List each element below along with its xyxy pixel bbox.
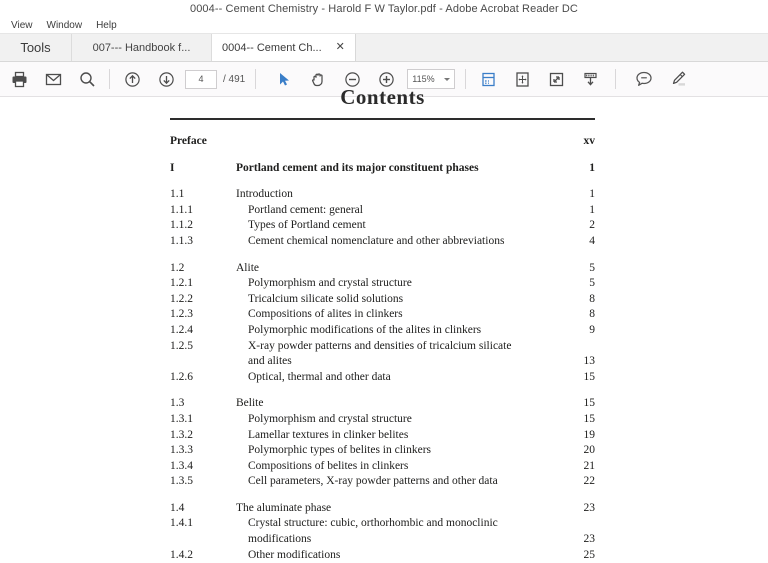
toc-row-page: xv bbox=[583, 135, 595, 147]
comment-icon[interactable] bbox=[627, 62, 661, 96]
print-icon[interactable] bbox=[2, 62, 36, 96]
toc-row-number: 1.1.3 bbox=[170, 234, 193, 247]
toc-row-page: 20 bbox=[583, 444, 595, 457]
zoom-level-value: 115% bbox=[412, 74, 435, 84]
toc-row-title: Other modifications bbox=[248, 548, 341, 561]
tab-cement-chemistry-label: 0004-- Cement Ch... bbox=[222, 41, 322, 54]
toc-row-page: 9 bbox=[589, 323, 595, 336]
close-icon[interactable]: ✕ bbox=[335, 41, 345, 53]
toc-row bbox=[170, 134, 595, 150]
toc-row bbox=[170, 516, 595, 532]
toc-row-number: 1.2.4 bbox=[170, 323, 193, 336]
toc-row-number: 1.3.2 bbox=[170, 428, 193, 441]
window-title: 0004-- Cement Chemistry - Harold F W Taylor.pdf - Adobe Acrobat Reader DC bbox=[190, 3, 578, 15]
page-title: Contents bbox=[340, 85, 425, 109]
pdf-page-content bbox=[170, 85, 595, 563]
page-total-label: / 491 bbox=[223, 73, 246, 85]
toc-row-page: 15 bbox=[583, 412, 595, 425]
toc-row-page: 2 bbox=[589, 219, 595, 232]
toc-row-title: Cell parameters, X-ray powder patterns and other data bbox=[248, 475, 498, 488]
toc-row bbox=[170, 501, 595, 517]
toc-row-title: X-ray powder patterns and densities of tricalcium silicate bbox=[248, 339, 512, 352]
search-icon[interactable] bbox=[70, 62, 104, 96]
toolbar-separator-4 bbox=[615, 69, 616, 89]
document-viewport[interactable] bbox=[0, 85, 768, 561]
email-icon[interactable] bbox=[36, 62, 70, 96]
toc-row-number: 1.1.1 bbox=[170, 203, 193, 216]
toc-row bbox=[170, 218, 595, 234]
toc-row-title: and alites bbox=[248, 355, 292, 368]
toc-row bbox=[170, 161, 595, 177]
toc-row-title: Optical, thermal and other data bbox=[248, 370, 391, 383]
toc-row-page: 21 bbox=[583, 459, 595, 472]
toc-row-page: 5 bbox=[589, 277, 595, 290]
toc-row-page: 25 bbox=[583, 548, 595, 561]
toc-row bbox=[170, 532, 595, 548]
toc-row-number: 1.2.1 bbox=[170, 277, 193, 290]
toc-row bbox=[170, 234, 595, 250]
toc-row-page: 1 bbox=[589, 203, 595, 216]
toc-row bbox=[170, 292, 595, 308]
toc-row bbox=[170, 370, 595, 386]
menu-item-view[interactable]: View bbox=[11, 19, 33, 31]
toc-row-number: I bbox=[170, 161, 175, 174]
toc-row-title: Portland cement and its major constituent phases bbox=[236, 161, 479, 174]
toc-row-number: 1.3 bbox=[170, 397, 185, 410]
toc-row-title: modifications bbox=[248, 533, 312, 546]
toc-row-page: 23 bbox=[583, 533, 595, 546]
toc-row bbox=[170, 548, 595, 563]
toc-row-page: 23 bbox=[583, 501, 595, 514]
menu-bar bbox=[0, 18, 768, 34]
toc-row bbox=[170, 187, 595, 203]
toc-row-title: Polymorphic modifications of the alites in clinkers bbox=[248, 323, 482, 336]
toc-row bbox=[170, 459, 595, 475]
toc-row bbox=[170, 443, 595, 459]
toc-row-title: Lamellar textures in clinker belites bbox=[248, 428, 409, 441]
toc-row-title: Polymorphism and crystal structure bbox=[248, 412, 412, 425]
toc-row-title: Compositions of alites in clinkers bbox=[248, 308, 403, 321]
toc-row-title: Tricalcium silicate solid solutions bbox=[248, 292, 404, 305]
toc-row-number: 1.4 bbox=[170, 501, 185, 514]
window-titlebar bbox=[0, 0, 768, 18]
toc-row-page: 22 bbox=[583, 475, 595, 488]
tab-handbook[interactable] bbox=[72, 34, 212, 61]
toc-row-number: 1.1 bbox=[170, 188, 185, 201]
toc-row bbox=[170, 428, 595, 444]
toc-row-page: 8 bbox=[589, 308, 595, 321]
toc-row-page: 1 bbox=[589, 188, 595, 201]
toc-row-title: The aluminate phase bbox=[236, 501, 332, 514]
toc-row-number: 1.3.4 bbox=[170, 459, 193, 472]
page-number-input[interactable]: 4 bbox=[185, 70, 217, 89]
toc-row-number: 1.1.2 bbox=[170, 219, 193, 232]
toc-row-page: 19 bbox=[583, 428, 595, 441]
toc-row bbox=[170, 323, 595, 339]
toc-row bbox=[170, 261, 595, 277]
toc-row-number: 1.4.2 bbox=[170, 548, 193, 561]
toc-row-title: Introduction bbox=[236, 188, 293, 201]
toc-row-number: 1.2.2 bbox=[170, 292, 193, 305]
toc-row bbox=[170, 412, 595, 428]
tab-cement-chemistry[interactable] bbox=[212, 34, 356, 61]
toc-row-page: 5 bbox=[589, 261, 595, 274]
toc-row bbox=[170, 203, 595, 219]
menu-item-window[interactable]: Window bbox=[46, 19, 83, 31]
toc-row bbox=[170, 276, 595, 292]
toolbar-separator bbox=[109, 69, 110, 89]
toc-row bbox=[170, 339, 595, 355]
title-divider bbox=[170, 118, 595, 120]
toc-row-number: 1.2.6 bbox=[170, 370, 193, 383]
toc-row-title: Types of Portland cement bbox=[248, 219, 366, 232]
toc-row-number: 1.3.3 bbox=[170, 444, 193, 457]
menu-item-help[interactable]: Help bbox=[96, 19, 117, 31]
tools-button[interactable]: Tools bbox=[0, 34, 72, 61]
toc-row-page: 13 bbox=[583, 355, 595, 368]
previous-page-icon[interactable] bbox=[115, 62, 149, 96]
table-of-contents bbox=[170, 134, 595, 563]
tab-handbook-label: 007--- Handbook f... bbox=[92, 41, 191, 54]
toc-row bbox=[170, 354, 595, 370]
toc-row-number: 1.4.1 bbox=[170, 517, 193, 530]
toc-row-title: Cement chemical nomenclature and other abbreviations bbox=[248, 234, 505, 247]
toc-row-number: 1.2.5 bbox=[170, 339, 193, 352]
toc-row-title: Alite bbox=[236, 261, 259, 274]
toc-row-title: Portland cement: general bbox=[248, 203, 363, 216]
toc-row-page: 15 bbox=[583, 370, 595, 383]
toc-row-number: 1.3.1 bbox=[170, 412, 193, 425]
toc-row-title: Crystal structure: cubic, orthorhombic and monoclinic bbox=[248, 517, 498, 530]
toc-row-page: 8 bbox=[589, 292, 595, 305]
toc-row bbox=[170, 396, 595, 412]
toc-row-page: 1 bbox=[589, 161, 595, 174]
toc-row-number: 1.2 bbox=[170, 261, 185, 274]
toc-row bbox=[170, 307, 595, 323]
toc-row-title: Polymorphism and crystal structure bbox=[248, 277, 412, 290]
toc-row-number: 1.2.3 bbox=[170, 308, 193, 321]
toc-row-title: Belite bbox=[236, 397, 264, 410]
highlight-icon[interactable] bbox=[661, 62, 695, 96]
chevron-down-icon bbox=[444, 78, 450, 81]
toc-row-page: 15 bbox=[583, 397, 595, 410]
toc-row-number: Preface bbox=[170, 135, 207, 147]
toc-row-title: Polymorphic types of belites in clinkers bbox=[248, 444, 432, 457]
toc-row-page: 4 bbox=[589, 234, 595, 247]
tab-strip bbox=[0, 34, 768, 62]
toc-row-title: Compositions of belites in clinkers bbox=[248, 459, 409, 472]
toc-row bbox=[170, 474, 595, 490]
toc-row-number: 1.3.5 bbox=[170, 475, 193, 488]
pdf-page bbox=[0, 85, 768, 561]
tab-strip-filler bbox=[356, 34, 768, 61]
